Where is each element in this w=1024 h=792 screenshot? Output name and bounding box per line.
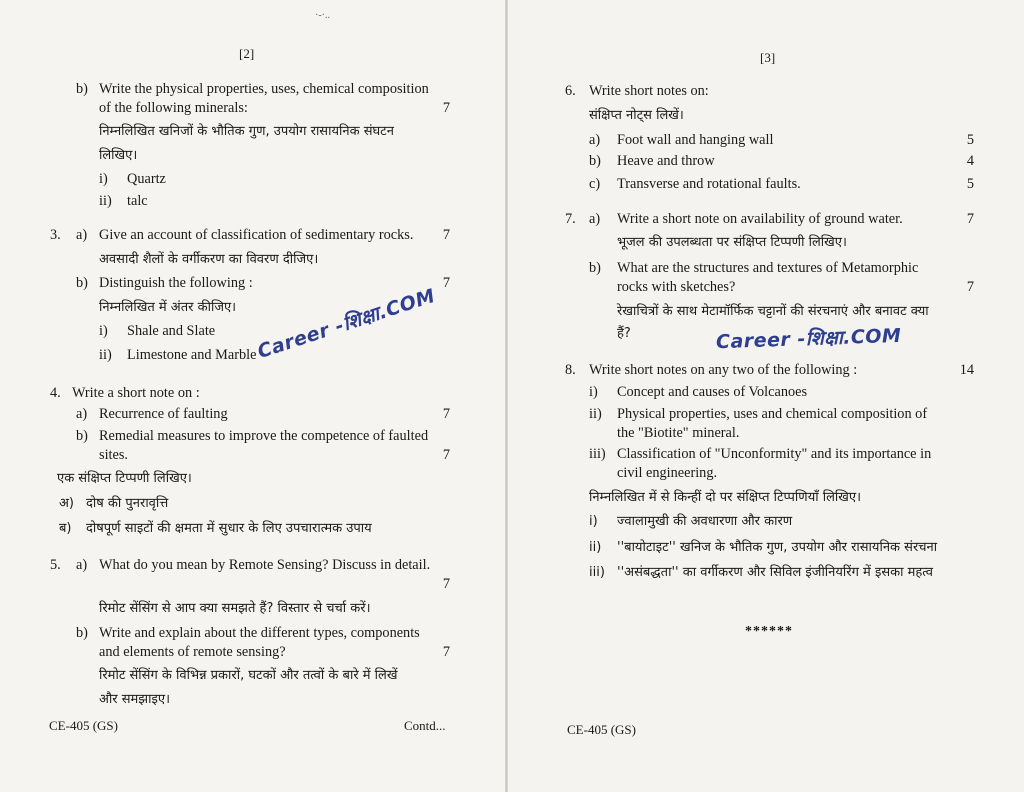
marks: 7: [442, 644, 450, 660]
marks: 7: [442, 100, 450, 116]
item-number: ii): [589, 406, 602, 422]
watermark: Career -शिक्षा.COM: [715, 324, 902, 354]
item-number: ii): [99, 347, 112, 363]
list-item: Heave and throw: [617, 153, 715, 169]
question-text: Write a short note on availability of ground water.: [617, 211, 903, 227]
item-number: i): [99, 171, 108, 187]
question-text: Remedial measures to improve the competence of faulted: [99, 428, 429, 444]
question-number: 8.: [565, 362, 576, 378]
question-label: a): [76, 557, 88, 573]
question-number: 3.: [50, 227, 61, 243]
list-item: Shale and Slate: [127, 323, 216, 339]
item-number: i): [589, 384, 598, 400]
item-number: i): [99, 323, 108, 339]
question-text: Write the physical properties, uses, chemical composition: [99, 81, 429, 97]
list-item: Transverse and rotational faults.: [617, 176, 801, 192]
question-text: and elements of remote sensing?: [99, 644, 286, 660]
item-number: i): [589, 514, 598, 529]
question-text: of the following minerals:: [99, 100, 248, 116]
right-page: [508, 0, 1024, 792]
list-item: talc: [127, 193, 148, 209]
marks: 7: [966, 211, 974, 227]
list-item: Foot wall and hanging wall: [617, 132, 774, 148]
list-item: the "Biotite" mineral.: [617, 425, 740, 441]
page-number: [2]: [239, 46, 255, 61]
list-item: Classification of "Unconformity" and its importance in: [617, 446, 932, 462]
marks: 5: [966, 132, 974, 148]
question-text-hindi: हैं?: [617, 326, 631, 341]
page-number: [3]: [760, 50, 776, 65]
question-text: Write short notes on any two of the following :: [589, 362, 858, 378]
question-label: a): [76, 227, 88, 243]
question-text: Recurrence of faulting: [99, 406, 228, 422]
question-label: b): [76, 625, 88, 641]
question-number: 4.: [50, 385, 61, 401]
list-item: Limestone and Marble: [127, 347, 257, 363]
question-number: 6.: [565, 83, 576, 99]
question-text-hindi: रेखाचित्रों के साथ मेटामॉर्फिक चट्टानों की संरचनाएं और बनावट क्या: [617, 304, 929, 319]
list-item: दोष की पुनरावृत्ति: [86, 496, 169, 511]
list-item: civil engineering.: [617, 465, 718, 481]
list-item: दोषपूर्ण साइटों की क्षमता में सुधार के लिए उपचारात्मक उपाय: [86, 521, 372, 536]
end-marker: ******: [745, 624, 793, 639]
question-text-hindi: संक्षिप्त नोट्स लिखें।: [589, 108, 684, 123]
marks: 7: [966, 279, 974, 295]
watermark: Career -शिक्षा.COM: [254, 284, 439, 364]
item-number: iii): [589, 565, 605, 580]
question-text: Write and explain about the different types, components: [99, 625, 420, 641]
item-label: c): [589, 176, 601, 192]
marks: 4: [966, 153, 974, 169]
marks: 7: [442, 227, 450, 243]
footer-code: CE-405 (GS): [567, 722, 636, 737]
item-number: ii): [99, 193, 112, 209]
marks: 7: [442, 275, 450, 291]
marks: 7: [442, 406, 450, 422]
question-label: b): [76, 81, 88, 97]
question-text-hindi: निम्नलिखित खनिजों के भौतिक गुण, उपयोग रासायनिक संघटन: [99, 124, 394, 139]
item-label: b): [589, 153, 601, 169]
item-number: अ): [59, 496, 75, 511]
footer-contd: Contd...: [404, 718, 446, 733]
item-number: iii): [589, 446, 606, 462]
list-item: Concept and causes of Volcanoes: [617, 384, 808, 400]
question-text-hindi: निम्नलिखित में अंतर कीजिए।: [99, 300, 237, 315]
question-text: Give an account of classification of sedimentary rocks.: [99, 227, 414, 243]
question-text-hindi: लिखिए।: [99, 148, 138, 163]
question-text: What do you mean by Remote Sensing? Discuss in detail.: [99, 557, 431, 573]
question-label: b): [76, 275, 88, 291]
question-text: What are the structures and textures of Metamorphic: [617, 260, 919, 276]
left-page: [0, 0, 505, 792]
question-text-hindi: एक संक्षिप्त टिप्पणी लिखिए।: [57, 471, 192, 486]
question-text-hindi: भूजल की उपलब्धता पर संक्षिप्त टिप्पणी लिखिए।: [617, 235, 847, 250]
question-text-hindi: रिमोट सेंसिंग के विभिन्न प्रकारों, घटकों और तत्वों के बारे में लिखें: [99, 668, 398, 683]
list-item: ज्वालामुखी की अवधारणा और कारण: [617, 514, 793, 529]
marks: 5: [966, 176, 974, 192]
footer-code: CE-405 (GS): [49, 718, 118, 733]
question-text-hindi: निम्नलिखित में से किन्हीं दो पर संक्षिप्त टिप्पणियाँ लिखिए।: [589, 490, 862, 505]
question-number: 5.: [50, 557, 61, 573]
marks: 14: [959, 362, 974, 378]
question-text: Write a short note on :: [72, 385, 200, 401]
question-label: a): [76, 406, 88, 422]
list-item: ''असंबद्धता'' का वर्गीकरण और सिविल इंजीनियरिंग में इसका महत्व: [617, 565, 933, 580]
question-label: b): [589, 260, 601, 276]
question-text-hindi: और समझाइए।: [99, 692, 171, 707]
question-text-hindi: रिमोट सेंसिंग से आप क्या समझते हैं? विस्तार से चर्चा करें।: [99, 601, 371, 616]
item-number: ii): [589, 540, 602, 555]
question-label: b): [76, 428, 88, 444]
question-text-hindi: अवसादी शैलों के वर्गीकरण का विवरण दीजिए।: [99, 252, 319, 267]
question-text: rocks with sketches?: [617, 279, 736, 295]
question-text: sites.: [99, 447, 128, 463]
item-label: a): [589, 132, 601, 148]
list-item: Quartz: [127, 171, 166, 187]
scan-specks: ·-·..: [315, 10, 330, 21]
question-text: Write short notes on:: [589, 83, 709, 99]
question-text: Distinguish the following :: [99, 275, 253, 291]
marks: 7: [442, 576, 450, 592]
question-label: a): [589, 211, 601, 227]
item-number: ब): [59, 521, 72, 536]
marks: 7: [442, 447, 450, 463]
question-number: 7.: [565, 211, 576, 227]
list-item: ''बायोटाइट'' खनिज के भौतिक गुण, उपयोग और रासायनिक संरचना: [617, 540, 938, 555]
list-item: Physical properties, uses and chemical composition of: [617, 406, 928, 422]
